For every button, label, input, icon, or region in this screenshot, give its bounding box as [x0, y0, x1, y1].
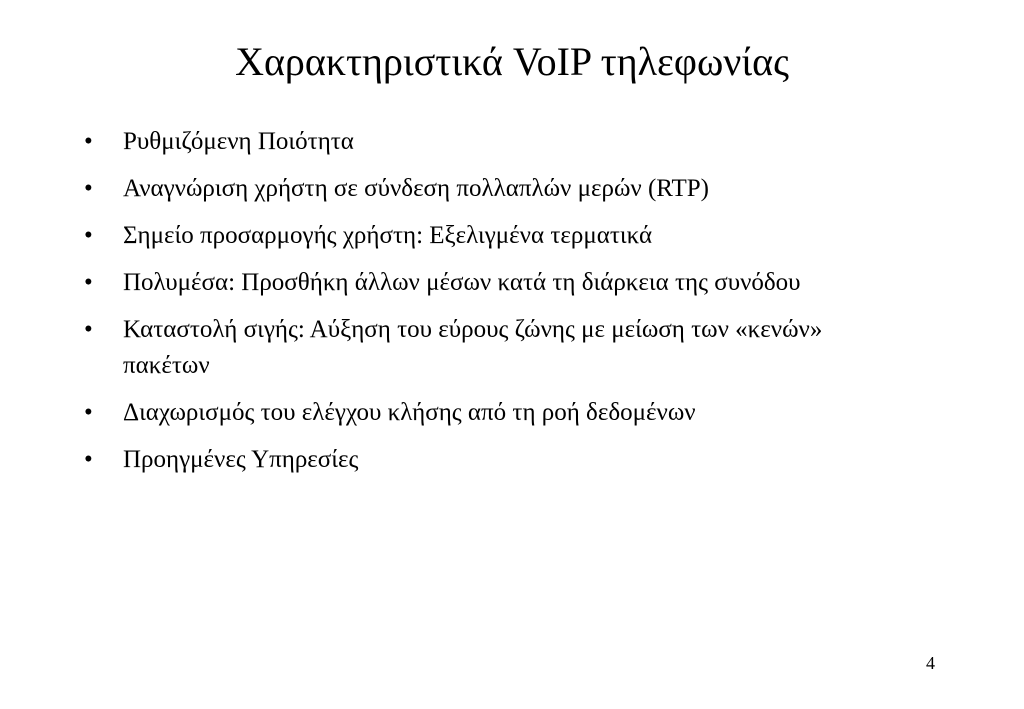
- slide-title: Χαρακτηριστικά VoIP τηλεφωνίας: [235, 39, 789, 84]
- bullet-item: [84, 395, 914, 431]
- bullet-icon: •: [84, 399, 93, 426]
- bullet-text: Καταστολή σιγής: Αύξηση του εύρους ζώνης με μείωση των «κενών» πακέτων: [123, 316, 823, 379]
- bullet-item: [84, 442, 914, 478]
- bullet-text: Προηγμένες Υπηρεσίες: [123, 446, 359, 473]
- bullet-text: Σημείο προσαρμογής χρήστη: Εξελιγμένα τερματικά: [123, 222, 653, 249]
- bullet-icon: •: [84, 316, 93, 343]
- bullet-text: Διαχωρισμός του ελέγχου κλήσης από τη ροή δεδομένων: [123, 399, 696, 426]
- page-number: 4: [926, 653, 935, 673]
- bullet-item: [84, 265, 914, 301]
- bullet-icon: •: [84, 128, 93, 155]
- bullet-text: Αναγνώριση χρήστη σε σύνδεση πολλαπλών μερών (RTP): [123, 175, 709, 202]
- bullet-item: [84, 171, 914, 207]
- bullet-icon: •: [84, 269, 93, 296]
- bullet-list: [84, 124, 914, 489]
- bullet-text: Ρυθμιζόμενη Ποιότητα: [123, 128, 354, 155]
- bullet-text: Πολυμέσα: Προσθήκη άλλων μέσων κατά τη διάρκεια της συνόδου: [123, 269, 801, 296]
- bullet-icon: •: [84, 175, 93, 202]
- bullet-icon: •: [84, 446, 93, 473]
- bullet-item: [84, 312, 914, 384]
- bullet-item: [84, 124, 914, 160]
- bullet-item: [84, 218, 914, 254]
- bullet-icon: •: [84, 222, 93, 249]
